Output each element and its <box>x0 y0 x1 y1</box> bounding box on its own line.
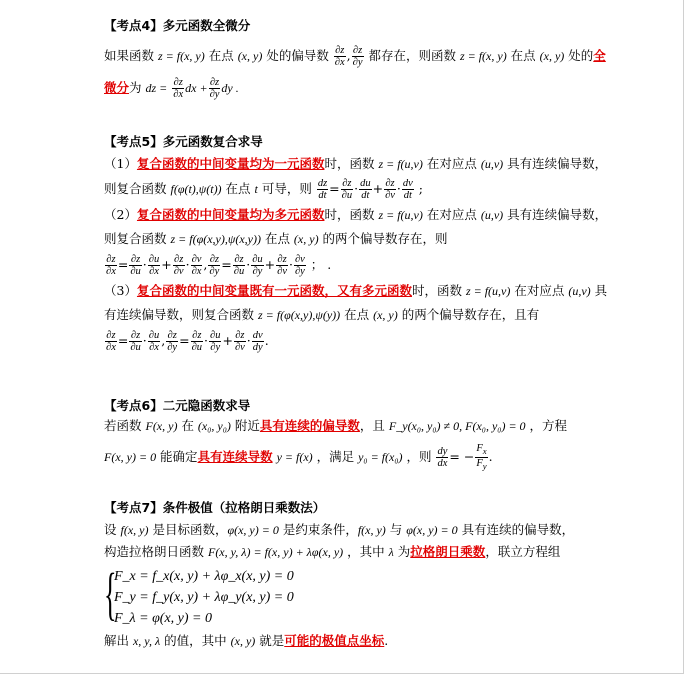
s5-case-3-line2: 有连续偏导数，则复合函数 z = f(φ(x,y),ψ(y)) 在点 (x, y) 的两个偏导数存在，且有 <box>104 307 540 322</box>
highlight-term: 复合函数的中间变量均为多元函数 <box>136 207 325 222</box>
s5-case-2-formula: $\frac{\partial z}{\partial x}$ = $\frac{\partial z}{\partial u}$ · $\frac{\partial u}{\partial x}$ + $\frac{\partial z}{\partial v}$ · $\frac{\partial v}{\partial x}$ , $\frac{\partial z}{\partial y}$ = $\frac{\partial z}{\partial u}$ · $\frac{\partial u}{\partial y}$ + $\frac{\partial z}{\partial v}$ · $\frac{\partial v}{\partial y}$ ； . <box>106 254 332 277</box>
s4-line-1: 如果函数 z = f(x, y) 在点 (x, y) 处的偏导数 $\frac{\partial z}{\partial x}$ , $\frac{\partial z}{\partial y}$ 都存在，则函数 z = f(x, y) 在点 (x, y) 处的全 <box>104 45 606 68</box>
s4-line-2: 微分为 dz = $\frac{\partial z}{\partial x}$ dx + $\frac{\partial z}{\partial y}$ dy . <box>104 77 239 100</box>
s6-line-2: F(x, y) = 0 能确定具有连续导数 y = f(x) ，满足 y₀ = f(x₀) ，则 $\frac{dy}{dx}$ = − $\frac{F_x}{F_y}$ . <box>104 443 493 472</box>
s5-case-3-formula: $\frac{\partial z}{\partial x}$ = $\frac{\partial z}{\partial u}$ · $\frac{\partial u}{\partial x}$ , $\frac{\partial z}{\partial y}$ = $\frac{\partial z}{\partial u}$ · $\frac{\partial u}{\partial y}$ + $\frac{\partial z}{\partial v}$ · $\frac{dv}{dy}$ . <box>106 330 269 353</box>
equation-1: F_x = f_x(x, y) + λφ_x(x, y) = 0 <box>114 569 294 584</box>
highlight-term: 具有连续的偏导数 <box>259 418 360 433</box>
section-6-title: 【考点6】二元隐函数求导 <box>104 398 251 413</box>
s7-line-3: 解出 x, y, λ 的值，其中 (x, y) 就是可能的极值点坐标. <box>104 633 389 648</box>
fraction: $\frac{\partial z}{\partial x}$ <box>334 45 345 68</box>
section-7-title: 【考点7】条件极值（拉格朗日乘数法） <box>104 500 326 515</box>
s6-line-1: 若函数 F(x, y) 在 (x₀, y₀) 附近具有连续的偏导数，且 F_y(x₀, y₀) ≠ 0, F(x₀, y₀) = 0 ，方程 <box>104 418 568 433</box>
s5-case-1: （1）复合函数的中间变量均为一元函数时，函数 z = f(u,v) 在对应点 (u,v) 具有连续偏导数， <box>104 156 608 171</box>
s5-case-1-formula: 则复合函数 f(φ(t),ψ(t)) 在点 t 可导，则 $\frac{dz}{dt}$ = $\frac{\partial z}{\partial u}$ · $\frac{du}{dt}$ + $\frac{\partial z}{\partial v}$ · $\frac{dv}{dt}$ ; <box>104 178 424 201</box>
section-4-title: 【考点4】多元函数全微分 <box>104 18 251 33</box>
highlight-term: 拉格朗日乘数 <box>410 544 486 559</box>
fraction: $\frac{\partial z}{\partial y}$ <box>209 77 220 100</box>
highlight-term: 复合函数的中间变量均为一元函数 <box>136 156 325 171</box>
equation-2: F_y = f_y(x, y) + λφ_y(x, y) = 0 <box>114 590 294 605</box>
fraction: $\frac{\partial z}{\partial x}$ <box>173 77 184 100</box>
highlight-term: 微分 <box>104 80 130 95</box>
section-4 <box>104 17 674 103</box>
s7-line-2: 构造拉格朗日函数 F(x, y, λ) = f(x, y) + λφ(x, y) ，其中 λ 为拉格朗日乘数，联立方程组 <box>104 544 561 559</box>
s5-case-2-line2: 则复合函数 z = f(φ(x,y),ψ(x,y)) 在点 (x, y) 的两个偏导数存在，则 <box>104 231 448 246</box>
highlight-term: 具有连续导数 <box>197 449 273 465</box>
section-7 <box>104 499 674 650</box>
section-6 <box>104 397 674 472</box>
equation-system <box>104 561 674 629</box>
s5-case-2: （2）复合函数的中间变量均为多元函数时，函数 z = f(u,v) 在对应点 (u,v) 具有连续偏导数， <box>104 207 608 222</box>
highlight-term: 可能的极值点坐标 <box>284 633 385 648</box>
equation-3: F_λ = φ(x, y) = 0 <box>114 611 213 626</box>
s7-line-1: 设 f(x, y) 是目标函数，φ(x, y) = 0 是约束条件，f(x, y) 与 φ(x, y) = 0 具有连续的偏导数， <box>104 522 575 537</box>
section-5 <box>104 133 674 356</box>
left-brace: { <box>104 561 117 626</box>
highlight-term: 全 <box>593 48 606 63</box>
s5-case-3: （3）复合函数的中间变量既有一元函数，又有多元函数时，函数 z = f(u,v) 在对应点 (u,v) 具 <box>104 283 608 298</box>
highlight-term: 复合函数的中间变量既有一元函数，又有多元函数 <box>136 283 412 298</box>
section-5-title: 【考点5】多元函数复合求导 <box>104 134 263 149</box>
fraction: $\frac{\partial z}{\partial y}$ <box>352 45 363 68</box>
